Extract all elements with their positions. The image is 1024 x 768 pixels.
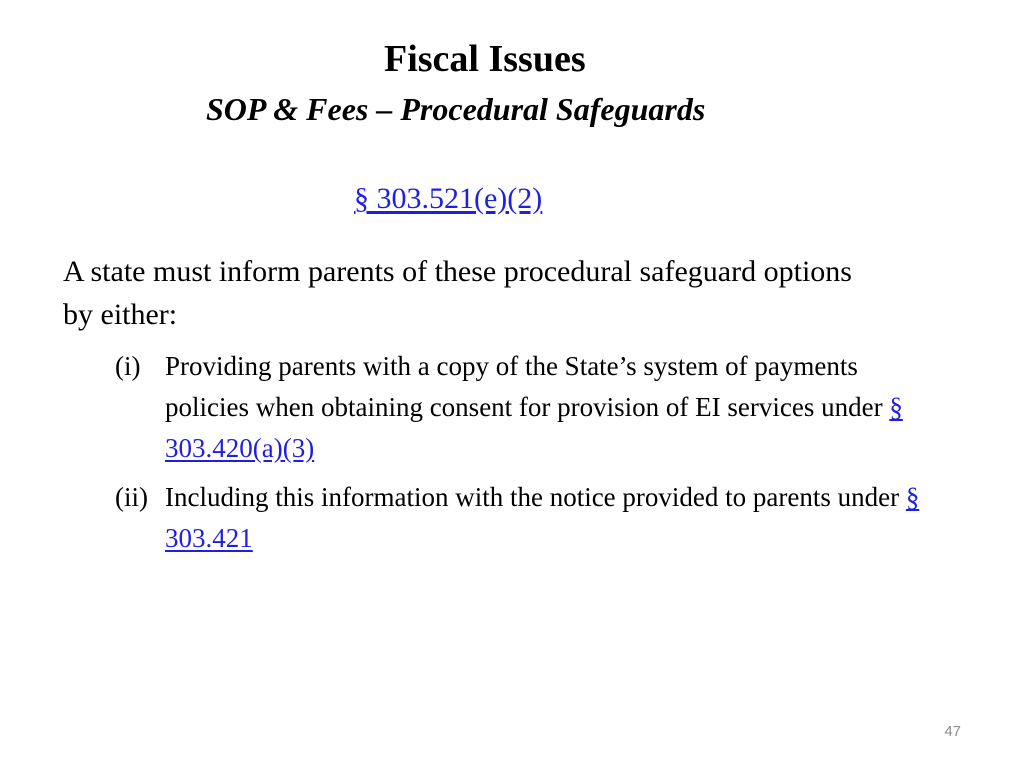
- list-item-text: [165, 346, 935, 469]
- citation-link-303-421[interactable]: § 303.421: [165, 482, 920, 553]
- citation-link-303-521[interactable]: § 303.521(e)(2): [354, 182, 543, 215]
- slide-title: Fiscal Issues: [384, 38, 586, 80]
- safeguard-options-list: [115, 346, 935, 567]
- citation-heading: [354, 180, 542, 218]
- page-number: 47: [944, 723, 961, 740]
- citation-link-303-420[interactable]: § 303.420(a)(3): [165, 392, 903, 463]
- list-item-body: Providing parents with a copy of the State’s system of payments policies when obtaining consent for provision of EI services under: [165, 351, 890, 422]
- list-item-body: Including this information with the notice provided to parents under: [165, 482, 906, 512]
- list-item-marker: (i): [115, 351, 141, 381]
- list-item-text: [165, 477, 935, 559]
- slide-subtitle: SOP & Fees – Procedural Safeguards: [206, 91, 706, 127]
- intro-paragraph: A state must inform parents of these procedural safeguard options by either:: [63, 255, 852, 331]
- list-item-marker: (ii): [115, 482, 148, 512]
- list-item: [115, 477, 935, 559]
- list-item: [115, 346, 935, 469]
